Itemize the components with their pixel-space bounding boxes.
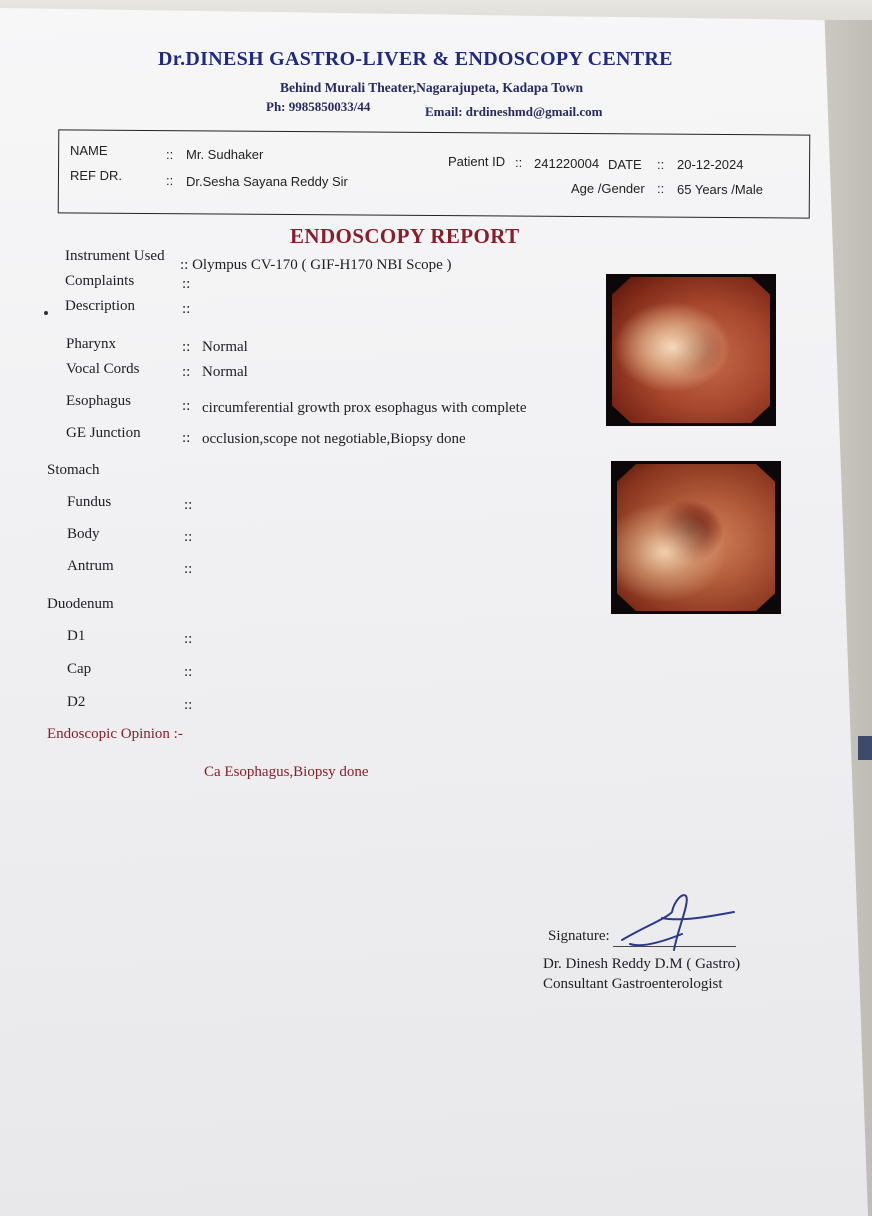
pharynx-label: Pharynx (66, 336, 116, 352)
age-gender-label: Age /Gender (571, 181, 645, 196)
complaints-label: Complaints (65, 273, 135, 289)
ge-junction-label: GE Junction (66, 425, 141, 441)
description-label: Description (65, 298, 135, 314)
instrument-value: :: Olympus CV-170 ( GIF-H170 NBI Scope ) (180, 257, 452, 273)
patient-id-label: Patient ID (448, 154, 506, 169)
ge-junction-value: occlusion,scope not negotiable,Biopsy done (202, 431, 466, 447)
report-date: 20-12-2024 (677, 157, 744, 172)
age-separator: :: (657, 181, 665, 196)
ref-separator: :: (166, 173, 174, 188)
fundus-label: Fundus (67, 494, 112, 510)
doctor-name: Dr. Dinesh Reddy D.M ( Gastro) (543, 956, 741, 972)
pharynx-separator: :: (182, 339, 191, 355)
d1-separator: :: (184, 631, 193, 647)
vocal-cords-value: Normal (202, 364, 248, 380)
antrum-label: Antrum (67, 558, 114, 574)
body-label: Body (67, 526, 100, 542)
fundus-separator: :: (184, 497, 193, 513)
endoscopic-opinion-value: Ca Esophagus,Biopsy done (204, 764, 369, 780)
age-gender-value: 65 Years /Male (677, 182, 764, 197)
clinic-email: Email: drdineshmd@gmail.com (425, 104, 603, 119)
signature-label: Signature: (548, 928, 610, 944)
vocal-cords-separator: :: (182, 364, 191, 380)
d2-separator: :: (184, 697, 193, 713)
pharynx-value: Normal (202, 339, 248, 355)
patient-id: 241220004 (534, 156, 600, 171)
d2-label: D2 (67, 694, 86, 710)
duodenum-heading: Duodenum (47, 596, 114, 612)
instrument-label: Instrument Used (65, 248, 165, 264)
handwritten-signature (612, 888, 742, 958)
date-separator: :: (657, 157, 665, 172)
d1-label: D1 (67, 628, 86, 644)
endoscopy-image-1 (606, 274, 776, 426)
patient-name: Mr. Sudhaker (186, 147, 264, 162)
clinic-phone: Ph: 9985850033/44 (266, 99, 371, 114)
esophagus-separator: :: (182, 398, 191, 414)
ref-doctor-name: Dr.Sesha Sayana Reddy Sir (186, 174, 348, 189)
clinic-address: Behind Murali Theater,Nagarajupeta, Kadapa Town (280, 80, 584, 95)
ge-junction-separator: :: (182, 430, 191, 446)
background-object (858, 736, 872, 760)
esophagus-label: Esophagus (66, 393, 131, 409)
stomach-heading: Stomach (47, 462, 100, 478)
antrum-separator: :: (184, 561, 193, 577)
endoscopic-opinion-label: Endoscopic Opinion :- (47, 726, 183, 742)
cap-label: Cap (67, 661, 92, 677)
body-separator: :: (184, 529, 193, 545)
ref-doctor-label: REF DR. (70, 168, 122, 183)
cap-separator: :: (184, 664, 193, 680)
date-label: DATE (608, 157, 642, 172)
bullet-dot (44, 311, 48, 315)
clinic-name: Dr.DINESH GASTRO-LIVER & ENDOSCOPY CENTRE (158, 48, 673, 70)
vocal-cords-label: Vocal Cords (66, 361, 140, 377)
doctor-designation: Consultant Gastroenterologist (543, 976, 723, 992)
complaints-separator: :: (182, 276, 191, 292)
description-separator: :: (182, 301, 191, 317)
esophagus-value: circumferential growth prox esophagus with complete (202, 400, 527, 416)
name-separator: :: (166, 147, 174, 162)
patient-id-separator: :: (515, 155, 523, 170)
name-label: NAME (70, 143, 108, 158)
report-title: ENDOSCOPY REPORT (290, 224, 520, 248)
endoscopy-image-2 (611, 461, 781, 614)
